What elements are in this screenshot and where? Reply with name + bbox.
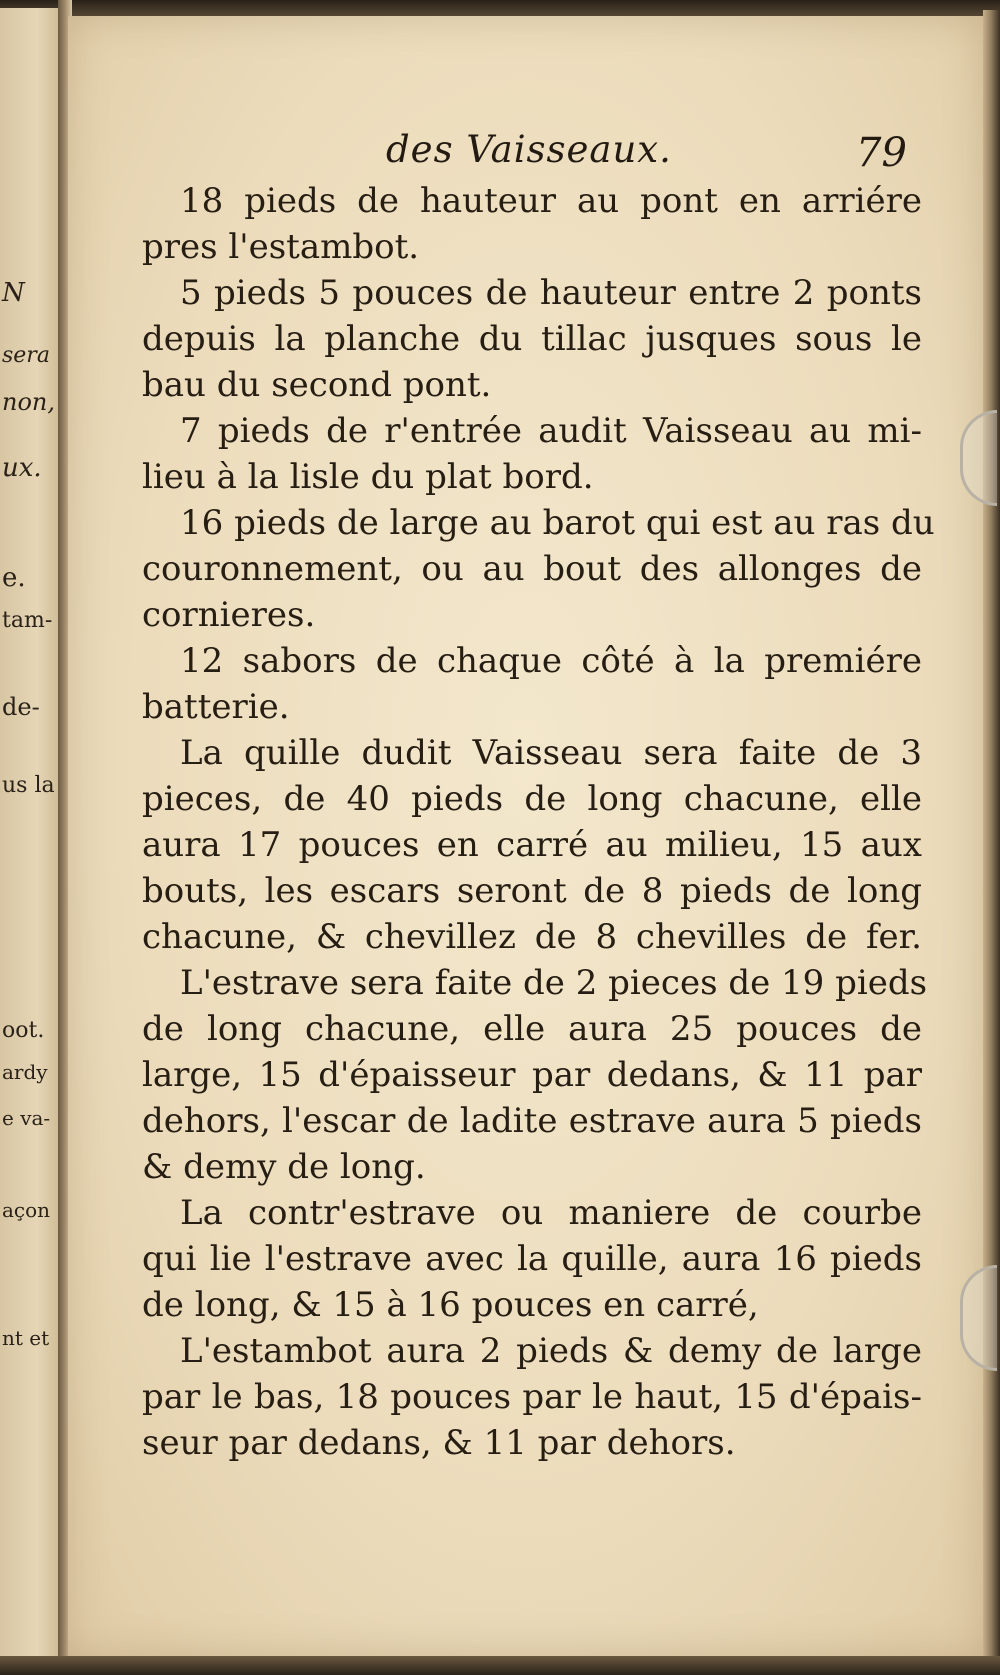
text-line: aura 17 pouces en carré au milieu, 15 aux [142, 825, 922, 865]
text-line: La quille dudit Vaisseau sera faite de 3 [180, 733, 922, 773]
text-line: couronnement, ou au bout des allonges de [142, 549, 922, 589]
page-header [68, 128, 983, 178]
text-line: pieces, de 40 pieds de long chacune, elle [142, 779, 922, 819]
text-line: large, 15 d'épaisseur par dedans, & 11 par [142, 1055, 922, 1095]
text-line: de long, & 15 à 16 pouces en carré, [142, 1285, 759, 1325]
facing-text: nt et [2, 1326, 50, 1350]
text-line: seur par dedans, & 11 par dehors. [142, 1423, 736, 1463]
text-line: de long chacune, elle aura 25 pouces de [142, 1009, 922, 1049]
text-line: bouts, les escars seront de 8 pieds de long [142, 871, 922, 911]
binding-bottom-edge [0, 1656, 1000, 1675]
body-text [142, 178, 935, 1466]
facing-text: açon [2, 1198, 51, 1222]
text-line: 12 sabors de chaque côté à la premiére [180, 641, 922, 681]
text-line: 7 pieds de r'entrée audit Vaisseau au mi- [180, 411, 922, 451]
text-line: depuis la planche du tillac jusques sous le [142, 319, 922, 359]
running-title: des Vaisseaux. [386, 128, 672, 171]
facing-text: us la [2, 773, 55, 798]
text-line: & demy de long. [142, 1147, 426, 1187]
facing-text: oot. [2, 1018, 45, 1043]
facing-text: ux. [2, 453, 42, 483]
text-line: bau du second pont. [142, 365, 492, 405]
text-line: 5 pieds 5 pouces de hauteur entre 2 ponts [180, 273, 922, 313]
facing-text: e va- [2, 1106, 51, 1130]
facing-text: sera [2, 343, 50, 368]
text-line: cornieres. [142, 595, 316, 635]
text-line: batterie. [142, 687, 290, 727]
text-line: par le bas, 18 pouces par le haut, 15 d'épais- [142, 1377, 922, 1417]
facing-page-fragment [0, 8, 62, 1663]
facing-text: tam- [2, 608, 53, 633]
text-line: L'estrave sera faite de 2 pieces de 19 pieds [180, 963, 928, 1003]
text-line: qui lie l'estrave avec la quille, aura 16 pieds [142, 1239, 922, 1279]
text-line: lieu à la lisle du plat bord. [142, 457, 594, 497]
facing-text: non, [2, 388, 55, 416]
text-line: 16 pieds de large au barot qui est au ras du [180, 503, 935, 543]
text-line: L'estambot aura 2 pieds & demy de large [180, 1331, 922, 1371]
facing-text: e. [2, 563, 26, 593]
text-line: 18 pieds de hauteur au pont en arriére [180, 181, 922, 221]
text-line: pres l'estambot. [142, 227, 420, 267]
text-line: La contr'estrave ou maniere de courbe [180, 1193, 922, 1233]
facing-text: N [2, 278, 25, 308]
facing-text: ardy [2, 1060, 48, 1084]
text-line: dehors, l'escar de ladite estrave aura 5 pieds [142, 1101, 922, 1141]
page-edge [983, 10, 1000, 1665]
page-number: 79 [856, 130, 907, 176]
facing-text: de- [2, 693, 40, 721]
text-line: chacune, & chevillez de 8 chevilles de fer. [142, 917, 922, 957]
